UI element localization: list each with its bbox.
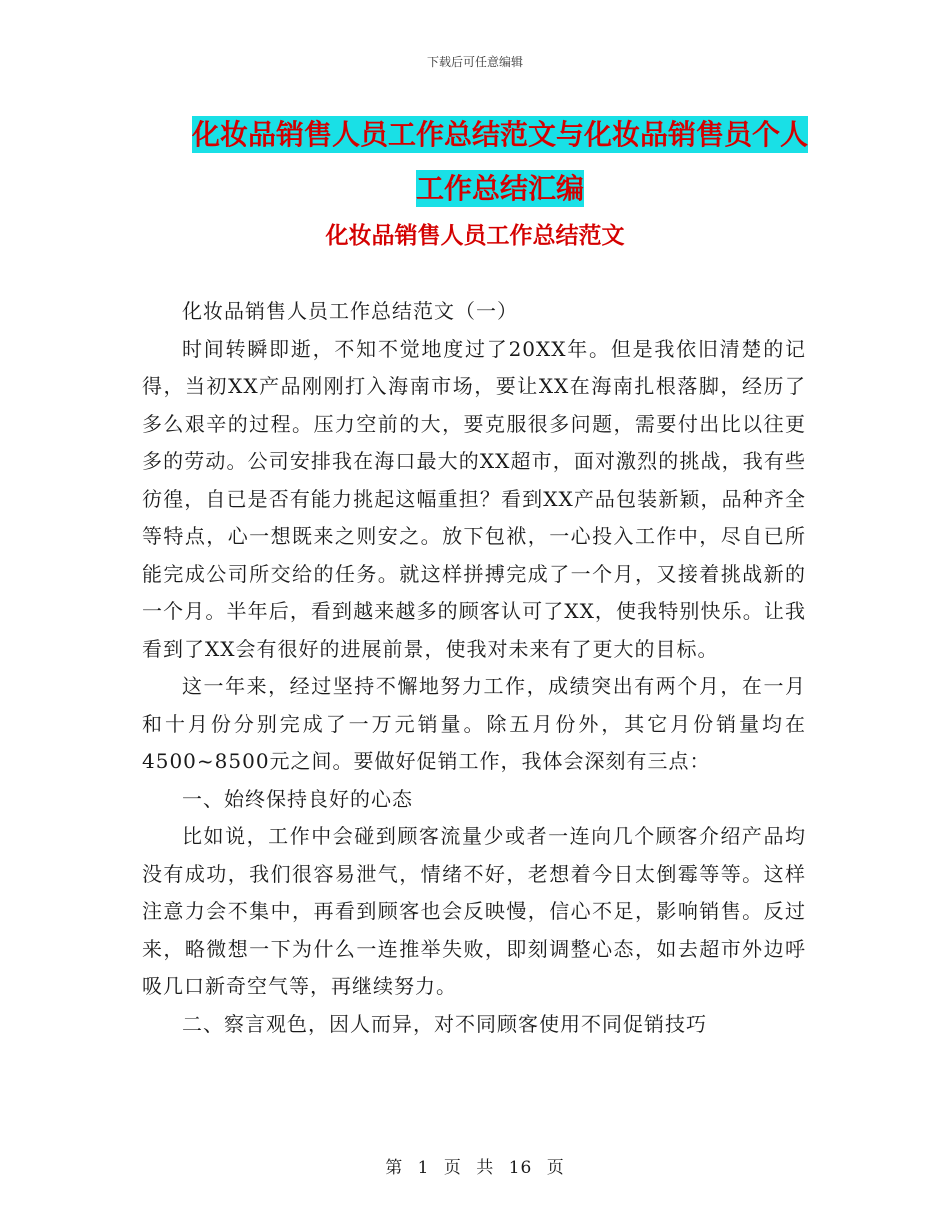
paragraph: 这一年来，经过坚持不懈地努力工作，成绩突出有两个月，在一月和十月份分别完成了一万元销量。除五月份外，其它月份销量均在4500~8500元之间。要做好促销工作，我体会深刻有三点： <box>142 674 806 773</box>
document-body <box>142 293 806 1043</box>
main-title-text: 化妆品销售人员工作总结范文与化妆品销售员个人工作总结汇编 <box>191 118 808 205</box>
paragraph: 时间转瞬即逝，不知不觉地度过了20XX年。但是我依旧清楚的记得，当初XX产品刚刚打入海南市场，要让XX在海南扎根落脚，经历了多么艰辛的过程。压力空前的大，要克服很多问题，需要付出比以往更多的劳动。公司安排我在海口最大的XX超市，面对激烈的挑战，我有些彷徨，自已是否有能力挑起这幅重担？看到XX产品包装新颖，品种齐全等特点，心一想既来之则安之。放下包袱，一心投入工作中，尽自已所能完成公司所交给的任务。就这样拼搏完成了一个月，又接着挑战新的一个月。半年后，看到越来越多的顾客认可了XX，使我特别快乐。让我看到了XX会有很好的进展前景，使我对未来有了更大的目标。 <box>142 336 806 661</box>
footer-total-pages: 16 <box>508 1158 533 1178</box>
footer-label-of: 页 <box>443 1158 462 1178</box>
footer-label-pages: 页 <box>546 1158 565 1178</box>
paragraph-heading: 一、始终保持良好的心态 <box>182 786 413 811</box>
section-title: 化妆品销售人员工作总结范文 <box>325 223 625 249</box>
page-footer <box>0 1153 950 1178</box>
footer-current-page: 1 <box>417 1158 430 1178</box>
footer-label-total: 共 <box>476 1158 495 1178</box>
footer-label-page: 第 <box>385 1158 404 1178</box>
document-main-title <box>190 108 810 216</box>
paragraph-heading: 化妆品销售人员工作总结范文（一） <box>182 299 518 323</box>
page-header-note: 下载后可任意编辑 <box>426 55 523 69</box>
paragraph: 比如说，工作中会碰到顾客流量少或者一连向几个顾客介绍产品均没有成功，我们很容易泄气，情绪不好，老想着今日太倒霉等等。这样注意力会不集中，再看到顾客也会反映慢，信心不足，影响销售。反过来，略微想一下为什么一连推举失败，即刻调整心态，如去超市外边呼吸几口新奇空气等，再继续努力。 <box>142 824 806 998</box>
paragraph-heading: 二、察言观色，因人而异，对不同顾客使用不同促销技巧 <box>182 1011 707 1036</box>
